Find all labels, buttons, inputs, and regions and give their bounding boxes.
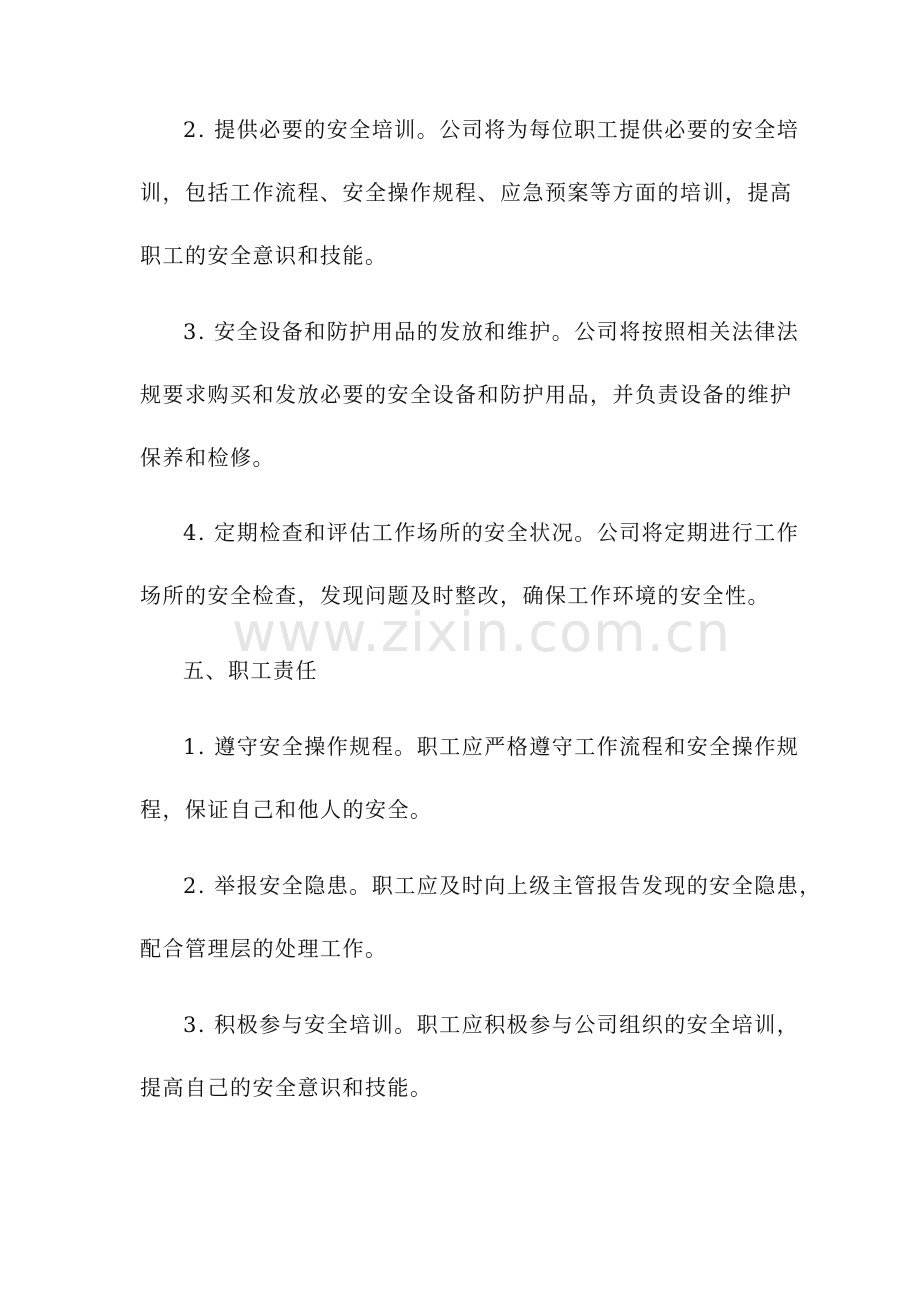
paragraph-line: 2. 提供必要的安全培训。公司将为每位职工提供必要的安全培 xyxy=(183,118,800,142)
paragraph-line: 职工的安全意识和技能。 xyxy=(140,244,388,268)
paragraph-line: 提高自己的安全意识和技能。 xyxy=(140,1076,433,1100)
paragraph-line: 3. 安全设备和防护用品的发放和维护。公司将按照相关法律法 xyxy=(183,320,800,344)
paragraph-line: 训，包括工作流程、安全操作规程、应急预案等方面的培训，提高 xyxy=(140,181,793,205)
paragraph-line: 程，保证自己和他人的安全。 xyxy=(140,798,433,822)
section-heading: 五、职工责任 xyxy=(183,659,318,683)
paragraph-line: 3. 积极参与安全培训。职工应积极参与公司组织的安全培训， xyxy=(183,1013,800,1037)
paragraph-line: 规要求购买和发放必要的安全设备和防护用品，并负责设备的维护 xyxy=(140,383,793,407)
watermark: www.zixin.com.cn xyxy=(232,601,731,664)
paragraph-line: 2. 举报安全隐患。职工应及时向上级主管报告发现的安全隐患， xyxy=(183,874,822,898)
paragraph-line: 1. 遵守安全操作规程。职工应严格遵守工作流程和安全操作规 xyxy=(183,735,800,759)
paragraph-line: 配合管理层的处理工作。 xyxy=(140,937,388,961)
paragraph-line: 场所的安全检查，发现问题及时整改，确保工作环境的安全性。 xyxy=(140,584,770,608)
paragraph-line: 保养和检修。 xyxy=(140,446,275,470)
paragraph-line: 4. 定期检查和评估工作场所的安全状况。公司将定期进行工作 xyxy=(183,521,800,545)
